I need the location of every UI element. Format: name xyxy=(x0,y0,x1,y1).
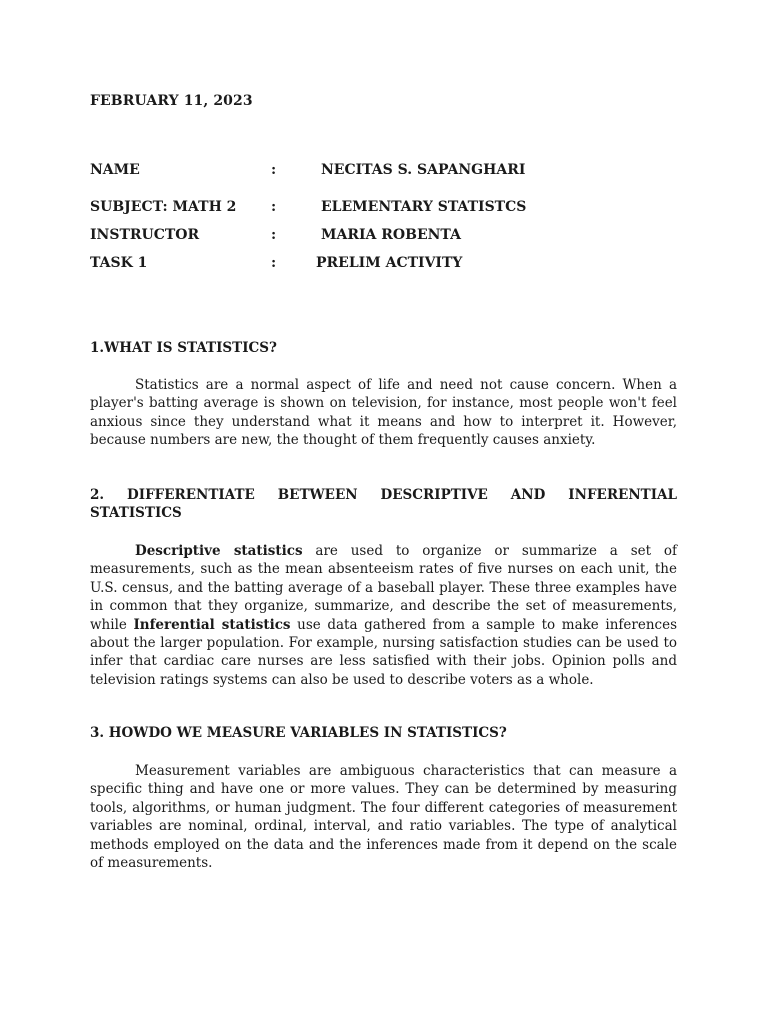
section-paragraph-3: Measurement variables are ambiguous characteristics that can measure a specific thing and have one or more values. They can be determined by measuring tools, algorithms, or human judgment. The four different categories of measurement variables are nominal, ordinal, interval, and ratio variables. The type of analytical methods employed on the data and the inferences made from it depend on the scale of measurements. xyxy=(90,763,677,872)
info-value: ELEMENTARY STATISTCS xyxy=(321,199,527,215)
info-value: NECITAS S. SAPANGHARI xyxy=(321,162,526,178)
section-paragraph-2 xyxy=(90,542,677,689)
section-heading-2 xyxy=(90,486,677,522)
info-label: SUBJECT: MATH 2 xyxy=(90,199,237,215)
paragraph-2-text-a: are used to organize or summarize a set of measurements, such as the mean absenteeism rates of five nurses on each unit, the U.S. census, and the batting average of a baseball player. These three examples have in common that they organize, summarize, and describe the set of measurements, while xyxy=(90,543,677,633)
info-value: PRELIM ACTIVITY xyxy=(316,255,463,271)
section-paragraph-1: Statistics are a normal aspect of life and need not cause concern. When a player's batting average is shown on television, for instance, most people won't feel anxious since they understand what it means and how to interpret it. However, because numbers are new, the thought of them frequently causes anxiety. xyxy=(90,377,677,449)
paragraph-2-text-b: use data gathered from a sample to make inferences about the larger population. For example, nursing satisfaction studies can be used to infer that cardiac care nurses are less satisfied with their jobs. Opinion polls and television ratings systems can also be used to describe voters as a whole. xyxy=(90,616,678,688)
section-heading-2-line1: 2. DIFFERENTIATE BETWEEN DESCRIPTIVE AND INFERENTIAL xyxy=(90,487,677,503)
info-label: TASK 1 xyxy=(90,255,148,271)
info-colon: : xyxy=(271,255,277,271)
info-row-subject xyxy=(90,199,690,219)
info-colon: : xyxy=(271,162,277,178)
info-colon: : xyxy=(271,227,277,243)
info-label: INSTRUCTOR xyxy=(90,227,200,243)
section-heading-1: 1.WHAT IS STATISTICS? xyxy=(90,340,277,356)
term-descriptive: Descriptive statistics xyxy=(135,543,303,559)
document-date: FEBRUARY 11, 2023 xyxy=(90,93,253,109)
info-label: NAME xyxy=(90,162,140,178)
info-colon: : xyxy=(271,199,277,215)
section-heading-3: 3. HOWDO WE MEASURE VARIABLES IN STATISTICS? xyxy=(90,725,507,741)
info-row-name xyxy=(90,162,690,182)
info-value: MARIA ROBENTA xyxy=(321,227,461,243)
info-row-instructor xyxy=(90,227,690,247)
term-inferential: Inferential statistics xyxy=(133,616,291,633)
section-heading-2-line2: STATISTICS xyxy=(90,505,182,521)
info-row-task xyxy=(90,255,690,275)
